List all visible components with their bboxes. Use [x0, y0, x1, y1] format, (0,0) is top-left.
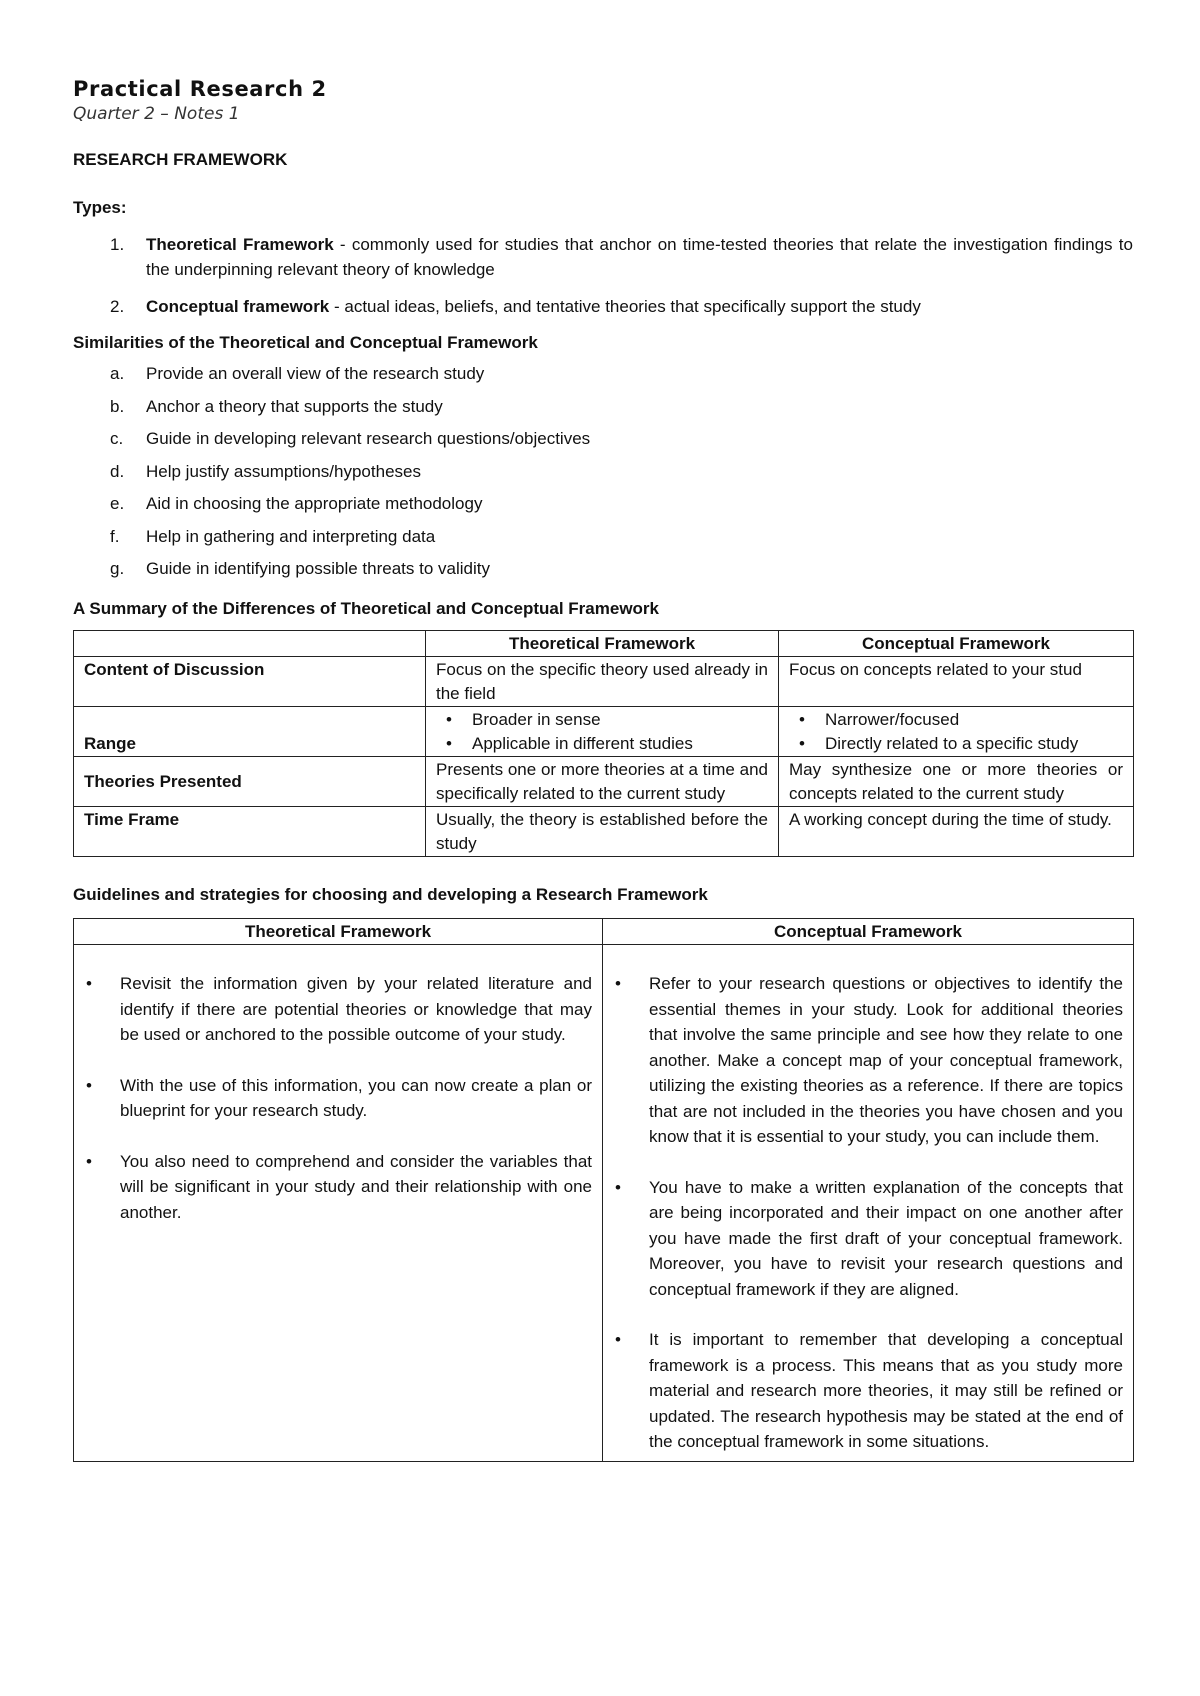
term: Theoretical Framework [146, 235, 334, 254]
list-item [73, 491, 1133, 516]
table-header-row [74, 631, 1134, 657]
list-item: • You have to make a written explanation of the concepts that are being incorporated and their impact on one another after you have made the first draft of your conceptual framework. Moreover, you have to revisit your research questions and conceptual framework if they are aligned. [613, 1175, 1123, 1303]
list-letter: b. [110, 396, 125, 416]
list-text: Help in gathering and interpreting data [146, 526, 436, 546]
list-item [73, 232, 1133, 282]
list-item [73, 426, 1133, 451]
conceptual-guidelines-cell [603, 945, 1134, 1462]
list-item: • Revisit the information given by your related literature and identify if there are potential theories or knowledge that may be used or anchored to the possible outcome of your study. [84, 971, 592, 1048]
table-header-row [74, 919, 1134, 945]
list-letter: c. [110, 429, 124, 448]
list-text: Anchor a theory that supports the study [146, 396, 443, 416]
list-text: Guide in identifying possible threats to validity [146, 559, 490, 578]
list-text: Provide an overall view of the research study [146, 364, 485, 383]
table-row [74, 657, 1134, 707]
table-cell: May synthesize one or more theories or concepts related to the current study [779, 757, 1134, 807]
list-item [73, 556, 1133, 581]
term: Conceptual framework [146, 297, 330, 316]
guidelines-title: Guidelines and strategies for choosing and developing a Research Framework [73, 885, 708, 904]
list-letter: a. [110, 364, 125, 383]
table-cell: Usually, the theory is established before the study [426, 807, 779, 857]
list-letter: f. [110, 526, 120, 546]
list-item [73, 459, 1133, 484]
differences-table [73, 630, 1134, 857]
header-cell-theoretical: Theoretical Framework [74, 919, 603, 945]
list-item: • With the use of this information, you can now create a plan or blueprint for your research study. [84, 1073, 592, 1124]
list-letter: d. [110, 461, 125, 481]
similarities-list [73, 361, 1133, 581]
list-item: • Applicable in different studies [436, 732, 768, 756]
bullet-list [613, 971, 1123, 1455]
row-label: Theories Presented [74, 757, 426, 807]
list-item: • Broader in sense [436, 708, 768, 732]
row-label: Time Frame [74, 807, 426, 857]
list-item: • Directly related to a specific study [789, 732, 1123, 756]
bullet-list [436, 708, 768, 756]
table-cell: A working concept during the time of study. [779, 807, 1134, 857]
list-item [73, 361, 1133, 386]
types-list [73, 232, 1133, 319]
table-row [74, 807, 1134, 857]
row-label: Range [74, 707, 426, 757]
guidelines-table [73, 918, 1134, 1462]
table-cell: Presents one or more theories at a time and specifically related to the current study [426, 757, 779, 807]
list-letter: e. [110, 494, 125, 513]
list-number: 1. [110, 235, 125, 254]
list-text: Guide in developing relevant research questions/objectives [146, 429, 591, 448]
similarities-title: Similarities of the Theoretical and Conceptual Framework [73, 333, 538, 352]
header-cell-empty [74, 631, 426, 657]
list-number: 2. [110, 297, 125, 316]
list-letter: g. [110, 559, 125, 578]
definition: - commonly used for studies that anchor on time-tested theories that relate the investigation findings to the underpinning relevant theory of knowledge [146, 235, 1133, 279]
definition: - actual ideas, beliefs, and tentative theories that specifically support the study [329, 297, 921, 316]
row-label: Content of Discussion [74, 657, 426, 707]
document-page [73, 76, 1133, 1462]
table-cell [426, 707, 779, 757]
course-title: Practical Research 2 [73, 77, 327, 101]
list-item [73, 394, 1133, 419]
table-cell: Focus on the specific theory used already in the field [426, 657, 779, 707]
table-row [74, 757, 1134, 807]
types-label: Types: [73, 198, 127, 217]
topic-title: RESEARCH FRAMEWORK [73, 150, 288, 169]
bullet-list [84, 971, 592, 1225]
header-cell-theoretical: Theoretical Framework [426, 631, 779, 657]
list-item: • You also need to comprehend and consider the variables that will be significant in your study and their relationship with one another. [84, 1149, 592, 1226]
table-row [74, 945, 1134, 1462]
differences-title: A Summary of the Differences of Theoretical and Conceptual Framework [73, 599, 660, 618]
list-item [73, 524, 1133, 549]
bullet-list [789, 708, 1123, 756]
course-subtitle: Quarter 2 – Notes 1 [73, 104, 240, 124]
list-item: • Narrower/focused [789, 708, 1123, 732]
table-row [74, 707, 1134, 757]
list-item: • It is important to remember that developing a conceptual framework is a process. This means that as you study more material and research more theories, it may still be refined or updated. The research hypothesis may be stated at the end of the conceptual framework in some situations. [613, 1327, 1123, 1455]
list-text: Help justify assumptions/hypotheses [146, 461, 421, 481]
list-item [73, 294, 1133, 319]
list-item: • Refer to your research questions or objectives to identify the essential themes in your study. Look for additional theories that involve the same principle and see how they relate to one another. Make a concept map of your conceptual framework, utilizing the existing theories as a reference. If there are topics that are not included in the theories you have chosen and you know that it is essential to your study, you can include them. [613, 971, 1123, 1150]
list-text: Aid in choosing the appropriate methodology [146, 494, 483, 513]
table-cell: Focus on concepts related to your stud [779, 657, 1134, 707]
header-cell-conceptual: Conceptual Framework [603, 919, 1134, 945]
theoretical-guidelines-cell [74, 945, 603, 1462]
table-cell [779, 707, 1134, 757]
header-cell-conceptual: Conceptual Framework [779, 631, 1134, 657]
